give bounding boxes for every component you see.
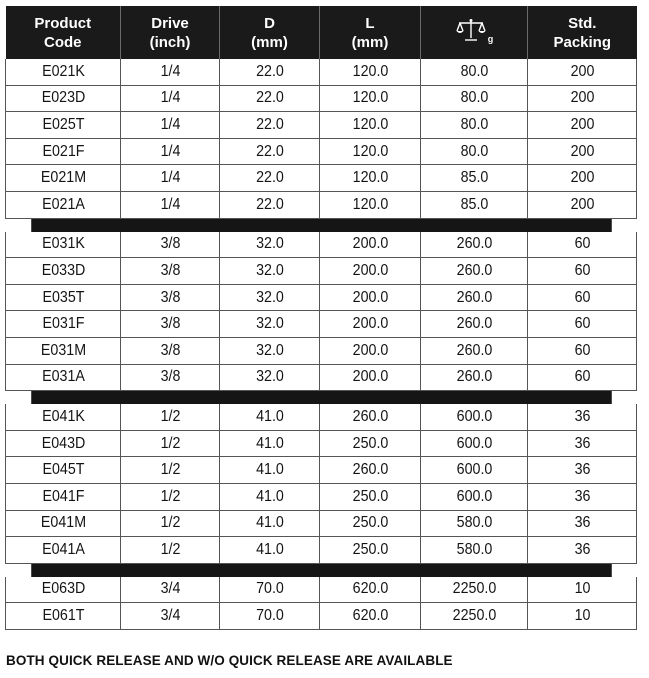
cell-d: 32.0 [224, 258, 316, 285]
table-row [6, 191, 637, 218]
cell-std-packing: 200 [532, 191, 632, 218]
cell-l: 120.0 [324, 59, 417, 85]
cell-product-code: E021M [10, 165, 116, 192]
header-product-code-line2: Code [44, 33, 82, 51]
cell-weight: 80.0 [425, 112, 523, 139]
cell-weight: 580.0 [425, 537, 523, 564]
group-separator [6, 391, 637, 405]
cell-d: 41.0 [224, 457, 316, 484]
cell-drive: 3/4 [124, 603, 215, 630]
table-row [6, 138, 637, 165]
cell-product-code: E023D [10, 85, 116, 112]
cell-l: 250.0 [324, 510, 417, 537]
cell-weight: 260.0 [425, 364, 523, 391]
header-l [320, 6, 421, 59]
table-row [6, 337, 637, 364]
cell-d: 41.0 [224, 404, 316, 430]
cell-d: 32.0 [224, 232, 316, 258]
cell-std-packing: 10 [532, 603, 632, 630]
cell-d: 41.0 [224, 510, 316, 537]
cell-l: 200.0 [324, 364, 417, 391]
cell-l: 120.0 [324, 85, 417, 112]
header-d-line2: (mm) [251, 33, 288, 51]
table-body [6, 59, 637, 629]
cell-weight: 2250.0 [425, 577, 523, 603]
cell-weight: 260.0 [425, 232, 523, 258]
cell-weight: 600.0 [425, 457, 523, 484]
cell-l: 250.0 [324, 430, 417, 457]
table-row [6, 85, 637, 112]
cell-l: 260.0 [324, 457, 417, 484]
cell-d: 32.0 [224, 337, 316, 364]
cell-l: 120.0 [324, 165, 417, 192]
group-separator [6, 563, 637, 577]
cell-product-code: E031F [10, 311, 116, 338]
cell-weight: 260.0 [425, 337, 523, 364]
cell-product-code: E021K [10, 59, 116, 85]
balance-scale-icon [455, 18, 487, 47]
header-drive-line2: (inch) [149, 33, 191, 51]
cell-l: 260.0 [324, 404, 417, 430]
table-row [6, 603, 637, 630]
footnote: BOTH QUICK RELEASE AND W/O QUICK RELEASE ARE AVAILABLE [6, 653, 453, 668]
cell-l: 120.0 [324, 112, 417, 139]
cell-product-code: E041K [10, 404, 116, 430]
cell-l: 200.0 [324, 284, 417, 311]
cell-drive: 3/8 [124, 337, 215, 364]
cell-std-packing: 60 [532, 258, 632, 285]
header-d [220, 6, 320, 59]
cell-drive: 1/2 [124, 404, 215, 430]
cell-l: 120.0 [324, 191, 417, 218]
cell-std-packing: 36 [532, 483, 632, 510]
cell-std-packing: 200 [532, 85, 632, 112]
cell-l: 250.0 [324, 483, 417, 510]
cell-weight: 80.0 [425, 85, 523, 112]
cell-product-code: E041A [10, 537, 116, 564]
cell-l: 620.0 [324, 603, 417, 630]
header-std-packing-line2: Packing [553, 33, 612, 51]
cell-product-code: E033D [10, 258, 116, 285]
cell-std-packing: 200 [532, 112, 632, 139]
table-row [6, 510, 637, 537]
header-product-code [6, 6, 121, 59]
cell-l: 120.0 [324, 138, 417, 165]
cell-l: 200.0 [324, 258, 417, 285]
table-row [6, 232, 637, 258]
cell-l: 250.0 [324, 537, 417, 564]
table-row [6, 457, 637, 484]
cell-d: 70.0 [224, 577, 316, 603]
cell-d: 41.0 [224, 483, 316, 510]
separator-bar [31, 218, 612, 232]
cell-drive: 1/4 [124, 138, 215, 165]
cell-std-packing: 36 [532, 510, 632, 537]
header-l-line1: L [365, 14, 375, 32]
header-weight [421, 6, 528, 59]
cell-std-packing: 60 [532, 364, 632, 391]
header-product-code-line1: Product [34, 14, 92, 32]
table-row [6, 311, 637, 338]
cell-std-packing: 36 [532, 404, 632, 430]
spec-table [5, 6, 637, 630]
table-header [6, 6, 637, 59]
header-l-line2: (mm) [351, 33, 389, 51]
cell-std-packing: 200 [532, 165, 632, 192]
cell-d: 41.0 [224, 430, 316, 457]
cell-weight: 85.0 [425, 165, 523, 192]
cell-weight: 260.0 [425, 311, 523, 338]
table-row [6, 364, 637, 391]
table-row [6, 59, 637, 85]
cell-product-code: E041M [10, 510, 116, 537]
cell-drive: 3/8 [124, 284, 215, 311]
cell-weight: 580.0 [425, 510, 523, 537]
cell-drive: 3/8 [124, 311, 215, 338]
separator-bar [31, 563, 612, 577]
header-std-packing-line1: Std. [568, 14, 597, 32]
cell-drive: 1/2 [124, 510, 215, 537]
cell-d: 22.0 [224, 138, 316, 165]
cell-drive: 1/2 [124, 430, 215, 457]
cell-std-packing: 60 [532, 232, 632, 258]
cell-d: 32.0 [224, 364, 316, 391]
cell-weight: 600.0 [425, 483, 523, 510]
cell-d: 22.0 [224, 191, 316, 218]
header-std-packing [528, 6, 637, 59]
cell-weight: 85.0 [425, 191, 523, 218]
cell-weight: 260.0 [425, 258, 523, 285]
cell-drive: 1/4 [124, 112, 215, 139]
table-row [6, 430, 637, 457]
cell-d: 22.0 [224, 85, 316, 112]
cell-drive: 1/2 [124, 483, 215, 510]
cell-weight: 600.0 [425, 404, 523, 430]
cell-drive: 3/8 [124, 364, 215, 391]
cell-std-packing: 36 [532, 430, 632, 457]
header-drive-line1: Drive [151, 14, 189, 32]
table-row [6, 537, 637, 564]
cell-l: 200.0 [324, 232, 417, 258]
cell-std-packing: 36 [532, 537, 632, 564]
cell-weight: 600.0 [425, 430, 523, 457]
cell-d: 32.0 [224, 311, 316, 338]
cell-product-code: E063D [10, 577, 116, 603]
cell-drive: 1/4 [124, 85, 215, 112]
cell-product-code: E031A [10, 364, 116, 391]
table-row [6, 404, 637, 430]
cell-std-packing: 36 [532, 457, 632, 484]
cell-l: 620.0 [324, 577, 417, 603]
group-separator [6, 218, 637, 232]
cell-drive: 1/4 [124, 59, 215, 85]
cell-product-code: E031K [10, 232, 116, 258]
cell-std-packing: 200 [532, 59, 632, 85]
cell-d: 22.0 [224, 165, 316, 192]
weight-unit: g [487, 34, 494, 45]
cell-drive: 1/2 [124, 537, 215, 564]
table-row [6, 258, 637, 285]
cell-std-packing: 60 [532, 284, 632, 311]
cell-product-code: E045T [10, 457, 116, 484]
header-d-line1: D [264, 14, 275, 32]
cell-l: 200.0 [324, 337, 417, 364]
cell-drive: 1/2 [124, 457, 215, 484]
separator-bar [31, 391, 612, 405]
cell-drive: 3/4 [124, 577, 215, 603]
cell-weight: 80.0 [425, 59, 523, 85]
cell-weight: 260.0 [425, 284, 523, 311]
table-row [6, 483, 637, 510]
cell-drive: 3/8 [124, 232, 215, 258]
header-row [6, 6, 637, 59]
cell-d: 22.0 [224, 59, 316, 85]
header-drive [121, 6, 220, 59]
cell-std-packing: 60 [532, 311, 632, 338]
cell-product-code: E035T [10, 284, 116, 311]
table-row [6, 577, 637, 603]
cell-product-code: E021F [10, 138, 116, 165]
cell-d: 22.0 [224, 112, 316, 139]
cell-product-code: E025T [10, 112, 116, 139]
cell-product-code: E041F [10, 483, 116, 510]
table-row [6, 284, 637, 311]
cell-weight: 2250.0 [425, 603, 523, 630]
table-row [6, 112, 637, 139]
cell-d: 70.0 [224, 603, 316, 630]
cell-drive: 1/4 [124, 165, 215, 192]
cell-weight: 80.0 [425, 138, 523, 165]
cell-std-packing: 10 [532, 577, 632, 603]
cell-l: 200.0 [324, 311, 417, 338]
cell-product-code: E043D [10, 430, 116, 457]
cell-std-packing: 60 [532, 337, 632, 364]
cell-product-code: E021A [10, 191, 116, 218]
cell-d: 41.0 [224, 537, 316, 564]
cell-product-code: E061T [10, 603, 116, 630]
cell-drive: 1/4 [124, 191, 215, 218]
cell-drive: 3/8 [124, 258, 215, 285]
cell-std-packing: 200 [532, 138, 632, 165]
cell-product-code: E031M [10, 337, 116, 364]
table-row [6, 165, 637, 192]
cell-d: 32.0 [224, 284, 316, 311]
